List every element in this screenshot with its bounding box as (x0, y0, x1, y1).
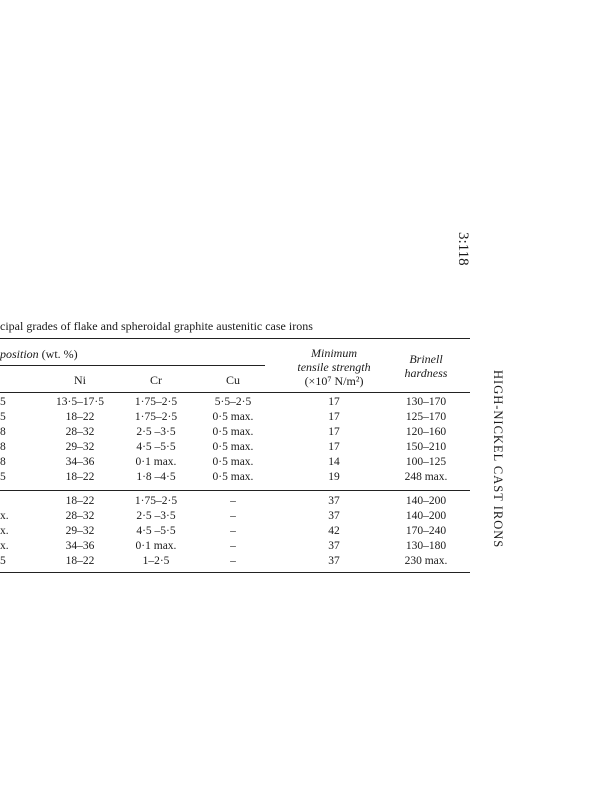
cell-tensile: 42 (328, 525, 340, 537)
cell-cu: – (230, 540, 236, 552)
cell-ni: 18–22 (65, 411, 95, 423)
cell-tensile: 17 (328, 411, 340, 423)
cell-cu: – (230, 495, 236, 507)
table-row (0, 441, 470, 456)
cell-ni: 18–22 (65, 555, 95, 567)
row-left-fragment: 5 (0, 555, 6, 567)
row-left-fragment: x. (0, 540, 9, 552)
row-left-fragment: 5 (0, 411, 6, 423)
table-row (0, 540, 470, 555)
cell-ni: 18–22 (65, 495, 95, 507)
running-head: HIGH-NICKEL CAST IRONS (491, 370, 505, 549)
table-row (0, 495, 470, 510)
cell-ni: 29–32 (65, 441, 95, 453)
header-cr: Cr (150, 373, 162, 387)
cell-cu: 0·5 max. (212, 471, 254, 483)
cell-cu: – (230, 555, 236, 567)
cell-cu: 0·5 max. (212, 426, 254, 438)
composition-header (0, 347, 78, 362)
row-left-fragment: 5 (0, 396, 6, 408)
cell-tensile: 37 (328, 510, 340, 522)
cell-cr: 2·5 –3·5 (136, 426, 176, 438)
table-row (0, 555, 470, 570)
cell-tensile: 17 (328, 396, 340, 408)
cell-cr: 1·75–2·5 (134, 396, 178, 408)
cell-ni: 13·5–17·5 (56, 396, 104, 408)
cell-cr: 4·5 –5·5 (136, 441, 176, 453)
cell-brinell: 170–240 (405, 525, 447, 537)
cell-brinell: 150–210 (405, 441, 447, 453)
header-bottom-rule (0, 392, 470, 393)
cell-tensile: 37 (328, 495, 340, 507)
header-cu: Cu (225, 373, 240, 387)
cell-ni: 34–36 (65, 456, 95, 468)
cell-brinell: 140–200 (405, 495, 447, 507)
cell-tensile: 19 (328, 471, 340, 483)
cell-cu: 5·5–2·5 (214, 396, 252, 408)
cell-ni: 28–32 (65, 426, 95, 438)
table-row (0, 525, 470, 540)
cell-brinell: 140–200 (405, 510, 447, 522)
composition-rule (0, 365, 265, 366)
table-row (0, 510, 470, 525)
cell-cu: 0·5 max. (212, 441, 254, 453)
cell-brinell: 100–125 (405, 456, 447, 468)
cell-brinell: 130–180 (405, 540, 447, 552)
table-top-rule (0, 338, 470, 339)
cell-cr: 4·5 –5·5 (136, 525, 176, 537)
table-row (0, 396, 470, 411)
row-left-fragment: x. (0, 525, 9, 537)
cell-cr: 1·8 –4·5 (136, 471, 176, 483)
header-tensile-line1: Minimum (311, 346, 357, 360)
row-left-fragment: 8 (0, 426, 6, 438)
header-tensile-line3: (×10⁷ N/m²) (304, 374, 364, 388)
table-row (0, 456, 470, 471)
cell-cu: – (230, 510, 236, 522)
composition-header-suffix: (wt. %) (38, 347, 78, 361)
cell-ni: 18–22 (65, 471, 95, 483)
cell-ni: 29–32 (65, 525, 95, 537)
cell-cr: 0·1 max. (135, 456, 177, 468)
cell-brinell: 248 max. (404, 471, 448, 483)
cell-brinell: 230 max. (404, 555, 448, 567)
header-tensile-line2: tensile strength (297, 360, 371, 374)
header-brinell-line2: hardness (404, 366, 448, 380)
cell-cr: 1·75–2·5 (134, 411, 178, 423)
table-row (0, 411, 470, 426)
table-row (0, 426, 470, 441)
cell-cu: 0·5 max. (212, 456, 254, 468)
table-row (0, 471, 470, 486)
cell-tensile: 17 (328, 441, 340, 453)
table-bottom-rule (0, 572, 470, 573)
cell-cr: 1·75–2·5 (134, 495, 178, 507)
cell-brinell: 130–170 (405, 396, 447, 408)
page-number: 3:118 (455, 232, 471, 266)
cell-brinell: 125–170 (405, 411, 447, 423)
group-separator-rule (0, 490, 470, 491)
table-caption: cipal grades of flake and spheroidal graphite austenitic case irons (0, 319, 313, 333)
row-left-fragment: 8 (0, 441, 6, 453)
cell-cu: – (230, 525, 236, 537)
cell-tensile: 14 (328, 456, 340, 468)
cell-cu: 0·5 max. (212, 411, 254, 423)
cell-tensile: 37 (328, 555, 340, 567)
cell-ni: 28–32 (65, 510, 95, 522)
cell-cr: 2·5 –3·5 (136, 510, 176, 522)
cell-ni: 34–36 (65, 540, 95, 552)
header-ni: Ni (74, 373, 86, 387)
cell-tensile: 37 (328, 540, 340, 552)
cell-tensile: 17 (328, 426, 340, 438)
composition-header-prefix: position (0, 347, 39, 361)
row-left-fragment: 5 (0, 471, 6, 483)
cell-brinell: 120–160 (405, 426, 447, 438)
cell-cr: 0·1 max. (135, 540, 177, 552)
header-brinell-line1: Brinell (409, 352, 443, 366)
row-left-fragment: 8 (0, 456, 6, 468)
row-left-fragment: x. (0, 510, 9, 522)
cell-cr: 1–2·5 (142, 555, 170, 567)
